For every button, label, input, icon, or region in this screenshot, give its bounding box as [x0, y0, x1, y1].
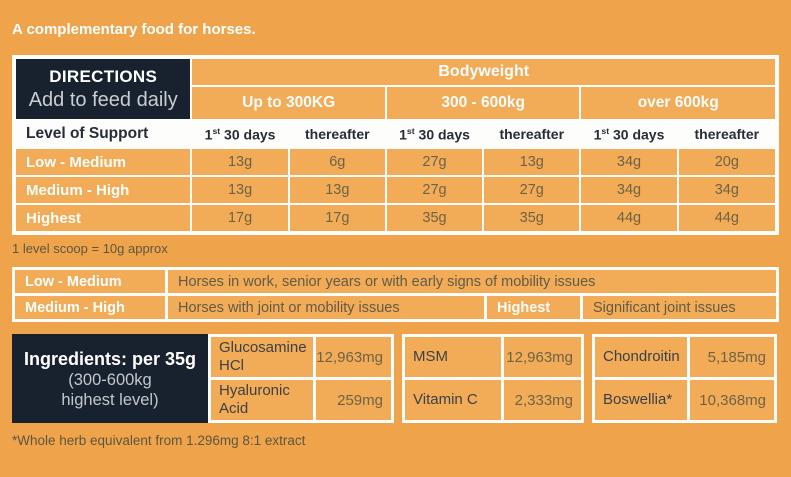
ingredient-name-cell: Boswellia* — [595, 380, 687, 420]
dose-cell: 35g — [386, 204, 483, 232]
support-level-label-cell: Low - Medium — [15, 270, 165, 293]
support-description-cell: Significant joint issues — [583, 296, 776, 319]
dose-cell: 34g — [580, 176, 677, 204]
ingredient-value-cell: 2,333mg — [504, 380, 581, 420]
ingredient-name-cell: Vitamin C — [405, 380, 501, 420]
ingredient-value-cell: 259mg — [316, 380, 391, 420]
ingredients-title: Ingredients: per 35g — [23, 348, 197, 369]
thereafter-header-cell: thereafter — [483, 120, 580, 148]
first-30-days-header-cell: 1st 30 days — [580, 120, 677, 148]
support-description-table — [12, 267, 779, 322]
support-level-cell: Highest — [15, 204, 191, 232]
level-of-support-header-cell: Level of Support — [15, 120, 191, 148]
ingredient-value-cell: 10,368mg — [690, 380, 774, 420]
thereafter-header-cell: thereafter — [289, 120, 386, 148]
directions-table — [12, 55, 779, 235]
dose-cell: 27g — [386, 176, 483, 204]
weight-range-cell-2: 300 - 600kg — [386, 86, 580, 120]
dose-cell: 44g — [678, 204, 776, 232]
dose-cell: 13g — [191, 176, 288, 204]
dose-cell: 20g — [678, 148, 776, 176]
dose-cell: 13g — [483, 148, 580, 176]
ingredients-header — [12, 334, 208, 423]
first-30-days-header-cell: 1st 30 days — [191, 120, 288, 148]
dose-cell: 13g — [191, 148, 288, 176]
ingredients-subtitle-line1: (300-600kg — [68, 370, 152, 389]
ingredient-table-3 — [592, 334, 777, 423]
support-description-cell: Horses with joint or mobility issues — [168, 296, 484, 319]
ingredient-table-2 — [402, 334, 584, 423]
dose-cell: 35g — [483, 204, 580, 232]
ingredients-subtitle-line2: highest level) — [61, 390, 159, 409]
herb-footnote: *Whole herb equivalent from 1.296mg 8:1 extract — [12, 433, 306, 448]
dose-cell: 34g — [580, 148, 677, 176]
ingredient-value-cell: 5,185mg — [690, 337, 774, 377]
directions-header-cell — [15, 58, 191, 120]
first-30-days-header-cell: 1st 30 days — [386, 120, 483, 148]
support-level-label-cell: Highest — [487, 296, 580, 319]
ingredient-value-cell: 12,963mg — [504, 337, 581, 377]
weight-range-cell-3: over 600kg — [580, 86, 776, 120]
directions-title: DIRECTIONS — [49, 66, 158, 86]
dose-cell: 17g — [191, 204, 288, 232]
ingredient-name-cell: Glucosamine HCl — [211, 337, 313, 377]
dose-cell: 27g — [483, 176, 580, 204]
dose-cell: 34g — [678, 176, 776, 204]
scoop-footnote: 1 level scoop = 10g approx — [12, 241, 168, 256]
dose-cell: 27g — [386, 148, 483, 176]
ingredient-value-cell: 12,963mg — [316, 337, 391, 377]
dose-cell: 17g — [289, 204, 386, 232]
support-level-cell: Medium - High — [15, 176, 191, 204]
ingredients-panel — [12, 334, 779, 423]
weight-range-cell-1: Up to 300KG — [191, 86, 385, 120]
ingredient-name-cell: Hyaluronic Acid — [211, 380, 313, 420]
support-description-cell: Horses in work, senior years or with early signs of mobility issues — [168, 270, 776, 293]
support-level-cell: Low - Medium — [15, 148, 191, 176]
ingredient-name-cell: MSM — [405, 337, 501, 377]
dose-cell: 6g — [289, 148, 386, 176]
ingredient-table-1 — [208, 334, 394, 423]
dose-cell: 13g — [289, 176, 386, 204]
bodyweight-header-cell: Bodyweight — [191, 58, 776, 86]
dose-cell: 44g — [580, 204, 677, 232]
thereafter-header-cell: thereafter — [678, 120, 776, 148]
support-level-label-cell: Medium - High — [15, 296, 165, 319]
ingredient-name-cell: Chondroitin — [595, 337, 687, 377]
directions-subtitle: Add to feed daily — [28, 88, 178, 111]
product-note: A complementary food for horses. — [12, 21, 256, 38]
